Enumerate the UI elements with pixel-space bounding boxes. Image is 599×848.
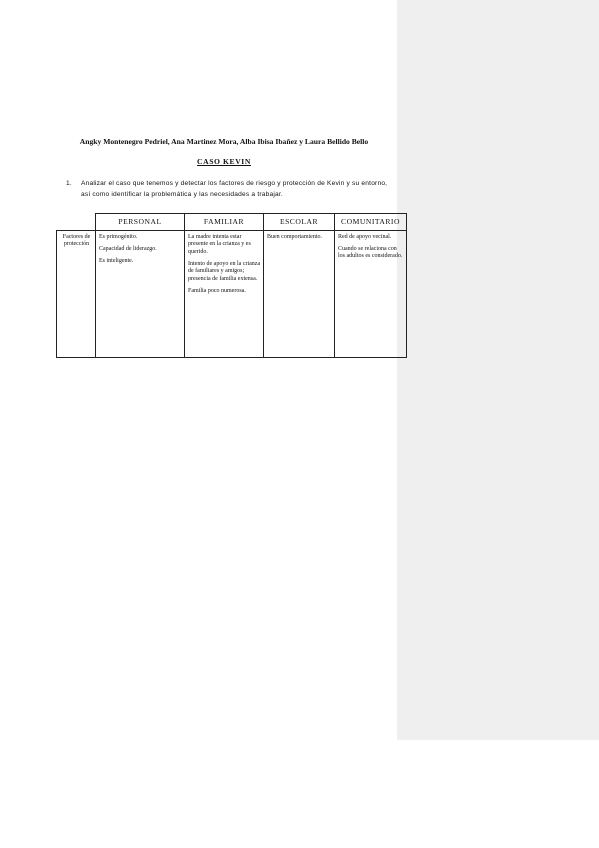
cell-text: Familia poco numerosa. [188,287,246,294]
column-header-personal: PERSONAL [96,214,185,231]
cell-familiar [185,231,264,358]
comment-pane [397,0,599,740]
table-row [57,231,407,358]
cell-text: Intento de apoyo en la crianza de familiares y amigos; presencia de familia extensa. [188,260,261,282]
cell-personal [96,231,185,358]
column-header-escolar: ESCOLAR [264,214,335,231]
cell-comunitario [335,231,407,358]
question-number: 1. [66,180,72,187]
table-header-row [57,214,407,231]
column-header-familiar: FAMILIAR [185,214,264,231]
factors-table [56,213,407,358]
cell-text: Cuando se relaciona con los adultos es considerado. [338,246,403,260]
question-text: Analizar el caso que tenemos y detectar los factores de riesgo y protección de Kevin y su entorno, así como identificar la problemática y las necesidades a trabajar. [81,180,388,198]
cell-text: Buen comportamiento. [267,234,322,240]
authors-line: Angky Montenegro Pedriel, Ana Martinez Mora, Alba Ibisa Ibañez y Laura Bellido Bello [79,137,369,146]
cell-text: Red de apoyo vecinal. [338,234,392,240]
row-label-protection-factors: Factores de protección [57,231,96,358]
column-header-comunitario: COMUNITARIO [335,214,407,231]
case-title: CASO KEVIN [197,157,251,166]
cell-escolar [264,231,335,358]
cell-text: Es inteligente. [99,258,134,264]
cell-text: La madre intenta estar presente en la crianza y es querido. [188,234,251,255]
cell-text: Capacidad de liderazgo. [99,246,157,252]
cell-text: Es primogénito. [99,234,138,240]
table-corner-cell [57,214,96,231]
